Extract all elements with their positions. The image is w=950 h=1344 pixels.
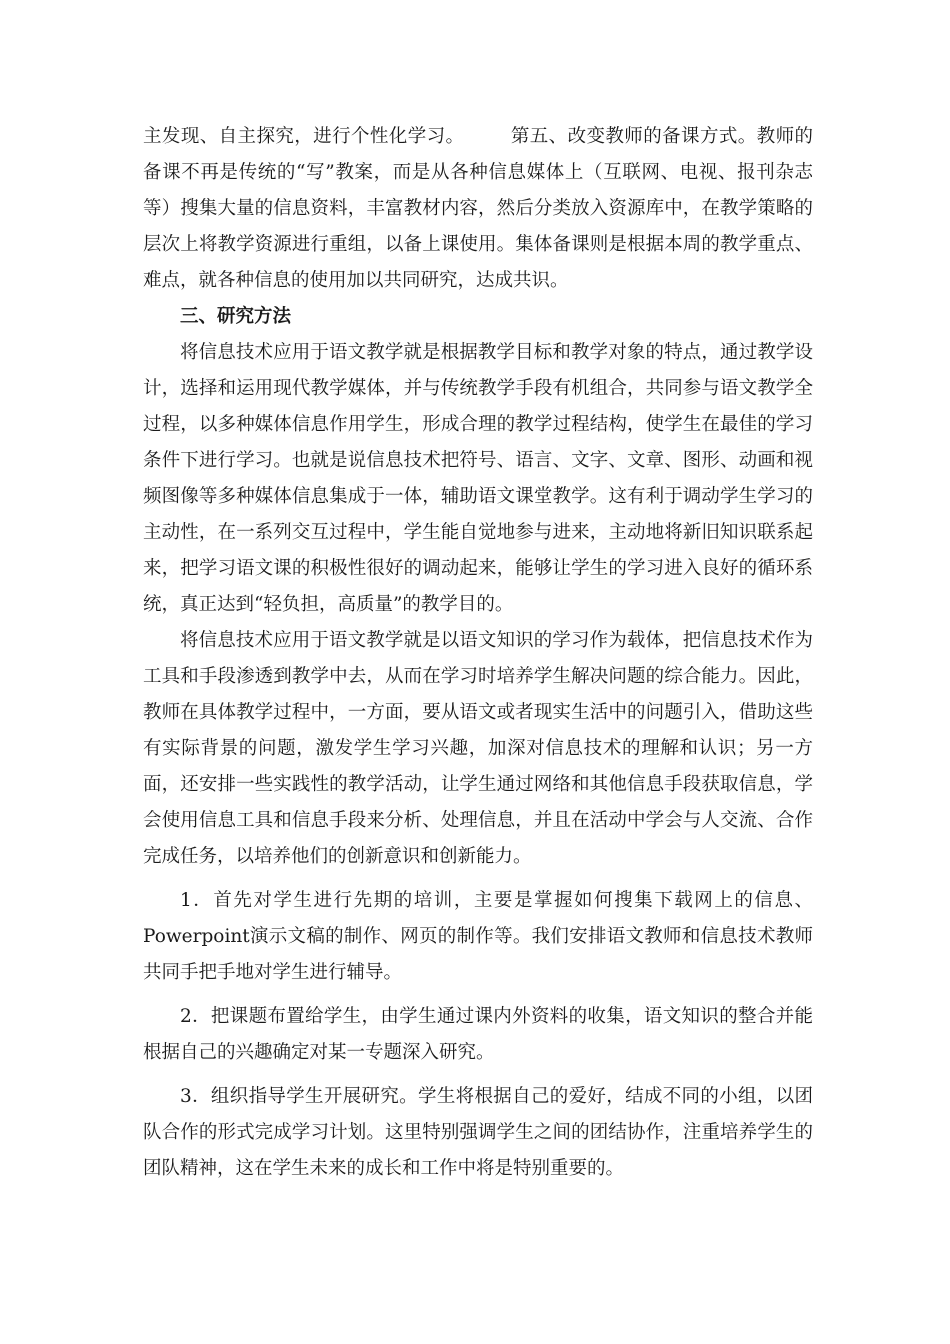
- list-item-3: 3．组织指导学生开展研究。学生将根据自己的爱好，结成不同的小组，以团队合作的形式完成学习计划。这里特别强调学生之间的团结协作，注重培养学生的团队精神，这在学生未来的成长和工作中将是特别重要的。: [143, 1086, 813, 1179]
- paragraph-fifth-point: 第五、改变教师的备课方式。教师的备课不再是传统的“写”教案，而是从各种信息媒体上（互联网、电视、报刊杂志等）搜集大量的信息资料，丰富教材内容，然后分类放入资源库中，在教学策略的层次上将教学资源进行重组，以备上课使用。集体备课则是根据本周的教学重点、难点，就各种信息的使用加以共同研究，达成共识。: [143, 126, 813, 291]
- list-item-2: 2．把课题布置给学生，由学生通过课内外资料的收集，语文知识的整合并能根据自己的兴趣确定对某一专题深入研究。: [143, 1006, 813, 1063]
- paragraph-method-2: 将信息技术应用于语文教学就是以语文知识的学习作为载体，把信息技术作为工具和手段渗透到教学中去，从而在学习时培养学生解决问题的综合能力。因此，教师在具体教学过程中，一方面，要从语文或者现实生活中的问题引入，借助这些有实际背景的问题，激发学生学习兴趣，加深对信息技术的理解和认识；另一方面，还安排一些实践性的教学活动，让学生通过网络和其他信息手段获取信息，学会使用信息工具和信息手段来分析、处理信息，并且在活动中学会与人交流、合作完成任务，以培养他们的创新意识和创新能力。: [143, 630, 813, 867]
- section-heading: 三、研究方法: [180, 306, 292, 327]
- paragraph-continued: [143, 119, 813, 299]
- paragraph-method-1: 将信息技术应用于语文教学就是根据教学目标和教学对象的特点，通过教学设计，选择和运用现代教学媒体，并与传统教学手段有机组合，共同参与语文教学全过程，以多种媒体信息作用学生，形成合理的教学过程结构，使学生在最佳的学习条件下进行学习。也就是说信息技术把符号、语言、文字、文章、图形、动画和视频图像等多种媒体信息集成于一体，辅助语文课堂教学。这有利于调动学生学习的主动性，在一系列交互过程中，学生能自觉地参与进来，主动地将新旧知识联系起来，把学习语文课的积极性很好的调动起来，能够让学生的学习进入良好的循环系统，真正达到“轻负担，高质量”的教学目的。: [143, 342, 813, 615]
- document-body: [143, 119, 813, 1187]
- list-item-1: 1．首先对学生进行先期的培训，主要是掌握如何搜集下载网上的信息、Powerpoint演示文稿的制作、网页的制作等。我们安排语文教师和信息技术教师共同手把手地对学生进行辅导。: [143, 890, 813, 983]
- paragraph-fragment: 主发现、自主探究，进行个性化学习。: [143, 126, 465, 147]
